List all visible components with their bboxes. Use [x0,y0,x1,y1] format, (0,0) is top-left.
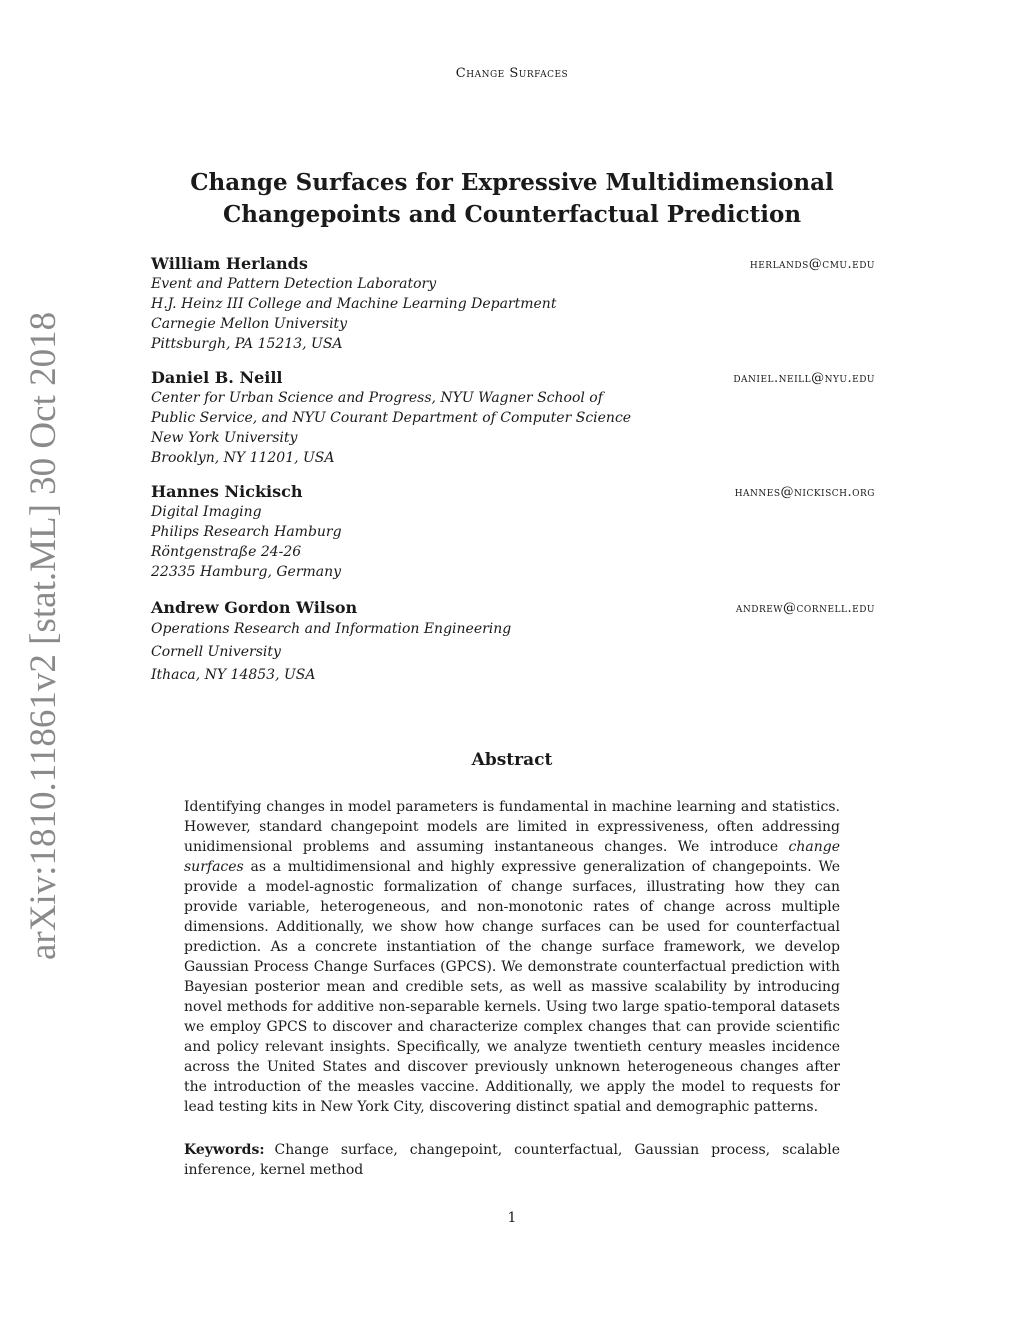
abstract-body [184,797,840,1117]
affiliation-line: Carnegie Mellon University [151,316,348,332]
affiliation-line: Brooklyn, NY 11201, USA [151,450,335,466]
abstract-text: Identifying changes in model parameters is fundamental in machine learning and statistics. However, standard changepoint models are limited in expressiveness, often addressing unidimensional problems and assuming instantaneous changes. We introduce [184,799,840,855]
affiliation-line: Ithaca, NY 14853, USA [151,667,316,683]
abstract-text: as a multidimensional and highly expressive generalization of changepoints. We provide a model-agnostic formalization of change surfaces, illustrating how they can provide variable, heterogeneous, and non-monotonic rates of change across multiple dimensions. Additionally, we show how change surfaces can be used for counterfactual prediction. As a concrete instantiation of the change surface framework, we develop Gaussian Process Change Surfaces (GPCS). We demonstrate counterfactual prediction with Bayesian posterior mean and credible sets, as well as massive scalability by introducing novel methods for additive non-separable kernels. Using two large spatio-temporal datasets we employ GPCS to discover and characterize complex changes that can provide scientific and policy relevant insights. Specifically, we analyze twentieth century measles incidence across the United States and discover previously unknown heterogeneous changes after the introduction of the measles vaccine. Additionally, we apply the model to requests for lead testing kits in New York City, discovering distinct spatial and demographic patterns. [184,859,840,1115]
affiliation-line: Röntgenstraße 24-26 [151,544,302,560]
title-line-2: Changepoints and Counterfactual Prediction [222,201,802,228]
keywords-section [184,1140,840,1180]
running-head: Change Surfaces [455,66,569,81]
abstract-emphasis: change surfaces [184,839,840,875]
affiliation-line: 22335 Hamburg, Germany [151,564,342,580]
affiliation-line: H.J. Heinz III College and Machine Learning Department [151,296,557,312]
affiliation-line: Center for Urban Science and Progress, NYU Wagner School of [151,390,603,406]
affiliation-line: Public Service, and NYU Courant Department of Computer Science [151,410,632,426]
affiliation-line: Digital Imaging [151,504,262,520]
author-block [151,254,875,364]
author-email[interactable]: hannes@nickisch.org [734,485,875,500]
keywords-label: Keywords: [184,1142,265,1158]
author-block [151,368,875,478]
affiliation-line: Cornell University [151,644,281,660]
author-block [151,598,875,687]
abstract-heading: Abstract [471,750,553,770]
title-line-1: Change Surfaces for Expressive Multidimensional [190,169,834,196]
page-number: 1 [507,1210,517,1226]
author-email[interactable]: daniel.neill@nyu.edu [733,371,875,386]
paper-title [140,167,884,231]
author-name: Andrew Gordon Wilson [151,598,358,617]
arxiv-identifier-stamp: arXiv:1810.11861v2 [stat.ML] 30 Oct 2018 [23,311,64,960]
author-block [151,482,875,594]
author-email[interactable]: andrew@cornell.edu [735,601,875,616]
affiliation-line: Philips Research Hamburg [151,524,342,540]
affiliation-line: New York University [151,430,298,446]
author-email[interactable]: herlands@cmu.edu [749,257,875,272]
author-name: Hannes Nickisch [151,482,303,501]
author-list [151,254,875,691]
affiliation-line: Pittsburgh, PA 15213, USA [151,336,343,352]
keywords-list: Change surface, changepoint, counterfactual, Gaussian process, scalable inference, kernel method [184,1142,840,1178]
author-name: William Herlands [151,254,308,273]
affiliation-line: Event and Pattern Detection Laboratory [151,276,437,292]
author-name: Daniel B. Neill [151,368,283,387]
affiliation-line: Operations Research and Information Engineering [151,621,512,637]
